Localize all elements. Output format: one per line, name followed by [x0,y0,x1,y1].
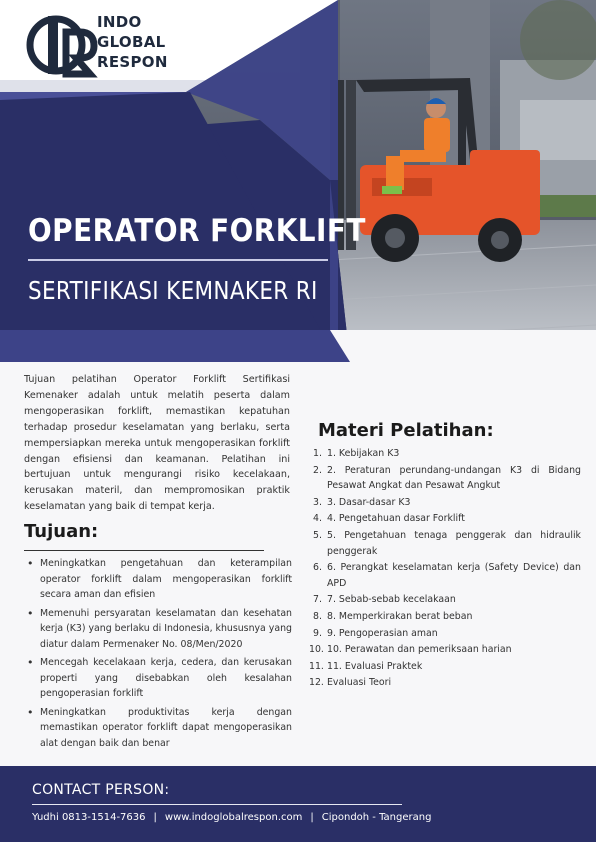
brand-line-1: INDO [97,13,142,31]
materi-item-number: 1. [313,448,322,459]
materi-item-text: 3. Dasar-dasar K3 [327,496,411,508]
brand-line-2: GLOBAL [97,33,166,51]
contact-footer [0,766,596,842]
contact-phone[interactable]: Yudhi 0813-1514-7636 [32,812,146,823]
materi-item-text: Evaluasi Teori [327,677,392,689]
materi-item-text: 5. Pengetahuan tenaga penggerak dan hidraulik penggerak [327,529,581,557]
materi-item-number: 8. [313,610,322,622]
materi-item [309,675,581,691]
materi-item [313,626,581,642]
materi-item-number: 10. [309,644,324,656]
materi-item [313,495,581,511]
brand-name [97,12,168,72]
materi-item [313,511,581,527]
materi-item [313,609,581,625]
materi-list [309,446,581,692]
materi-item [313,560,581,591]
hero-subtitle: SERTIFIKASI KEMNAKER RI [28,276,318,305]
tujuan-item: • Meningkatkan pengetahuan dan keterampilan operator forklift dalam mengoperasikan forklift secara aman dan efisien [26,556,292,603]
materi-item-number: 6. [313,562,322,574]
intro-paragraph: Tujuan pelatihan Operator Forklift Sertifikasi Kemenaker adalah untuk melatih peserta dalam mengoperasikan forklift, memastikan kepatuhan terhadap prosedur keselamatan yang berlaku, serta mempersiapkan mereka untuk mengoperasikan forklift dengan efisiensi dan keamanan. Pelatihan ini bertujuan untuk mengurangi risiko kecelakaan, kerusakan materil, dan mempromosikan praktik keselamatan yang baik di tempat kerja. [24,374,290,513]
materi-item-number: 11. [309,660,324,672]
contact-website-link[interactable]: www.indoglobalrespon.com [164,812,303,823]
materi-item [309,642,581,658]
materi-item [313,592,581,608]
materi-item-text: 6. Perangkat keselamatan kerja (Safety Device) dan APD [327,562,581,589]
materi-item-text: 11. Evaluasi Praktek [327,660,423,672]
tujuan-item: • Memenuhi persyaratan keselamatan dan kesehatan kerja (K3) yang berlaku di Indonesia, khususnya yang diatur dalam Permenaker No. 08/Men/2020 [26,606,292,653]
contact-separator: | [153,812,157,823]
materi-item-number: 2. [313,464,322,476]
materi-item-number: 12. [309,677,324,689]
contact-details [32,812,431,823]
materi-item-text: 10. Perawatan dan pemeriksaan harian [327,644,512,656]
contact-separator: | [310,812,314,823]
materi-item-text: 1. Kebijakan K3 [327,448,400,459]
materi-item-number: 5. [313,529,322,541]
materi-item-number: 4. [313,513,322,525]
contact-heading: CONTACT PERSON: [32,782,170,798]
materi-item [313,463,581,494]
tujuan-heading: Tujuan: [24,521,99,542]
materi-item [309,659,581,675]
tujuan-item: • Mencegah kecelakaan kerja, cedera, dan kerusakan properti yang disebabkan oleh kesalahan pengoperasian forklift [26,655,292,702]
materi-item-text: 9. Pengoperasian aman [327,627,438,639]
materi-item-number: 3. [313,496,322,508]
materi-item-number: 9. [313,627,322,639]
contact-divider [32,804,402,805]
materi-heading: Materi Pelatihan: [318,420,494,441]
materi-item-text: 7. Sebab-sebab kecelakaan [327,594,456,606]
materi-item [313,528,581,559]
brand-line-3: RESPON [97,53,168,71]
materi-item-text: 8. Memperkirakan berat beban [327,610,473,622]
tujuan-underline [24,550,264,551]
materi-item-text: 4. Pengetahuan dasar Forklift [327,513,465,525]
materi-item-number: 7. [313,594,322,606]
tujuan-list [26,556,292,754]
materi-item [313,446,581,462]
contact-location: Cipondoh - Tangerang [321,812,432,823]
hero-divider [28,259,328,261]
hero-title: OPERATOR FORKLIFT [28,213,366,249]
materi-item-text: 2. Peraturan perundang-undangan K3 di Bidang Pesawat Angkat dan Pesawat Angkut [327,464,581,492]
hero-section [0,0,596,362]
tujuan-item: • Meningkatkan produktivitas kerja dengan memastikan operator forklift dapat mengoperasikan alat dengan baik dan benar [26,705,292,752]
